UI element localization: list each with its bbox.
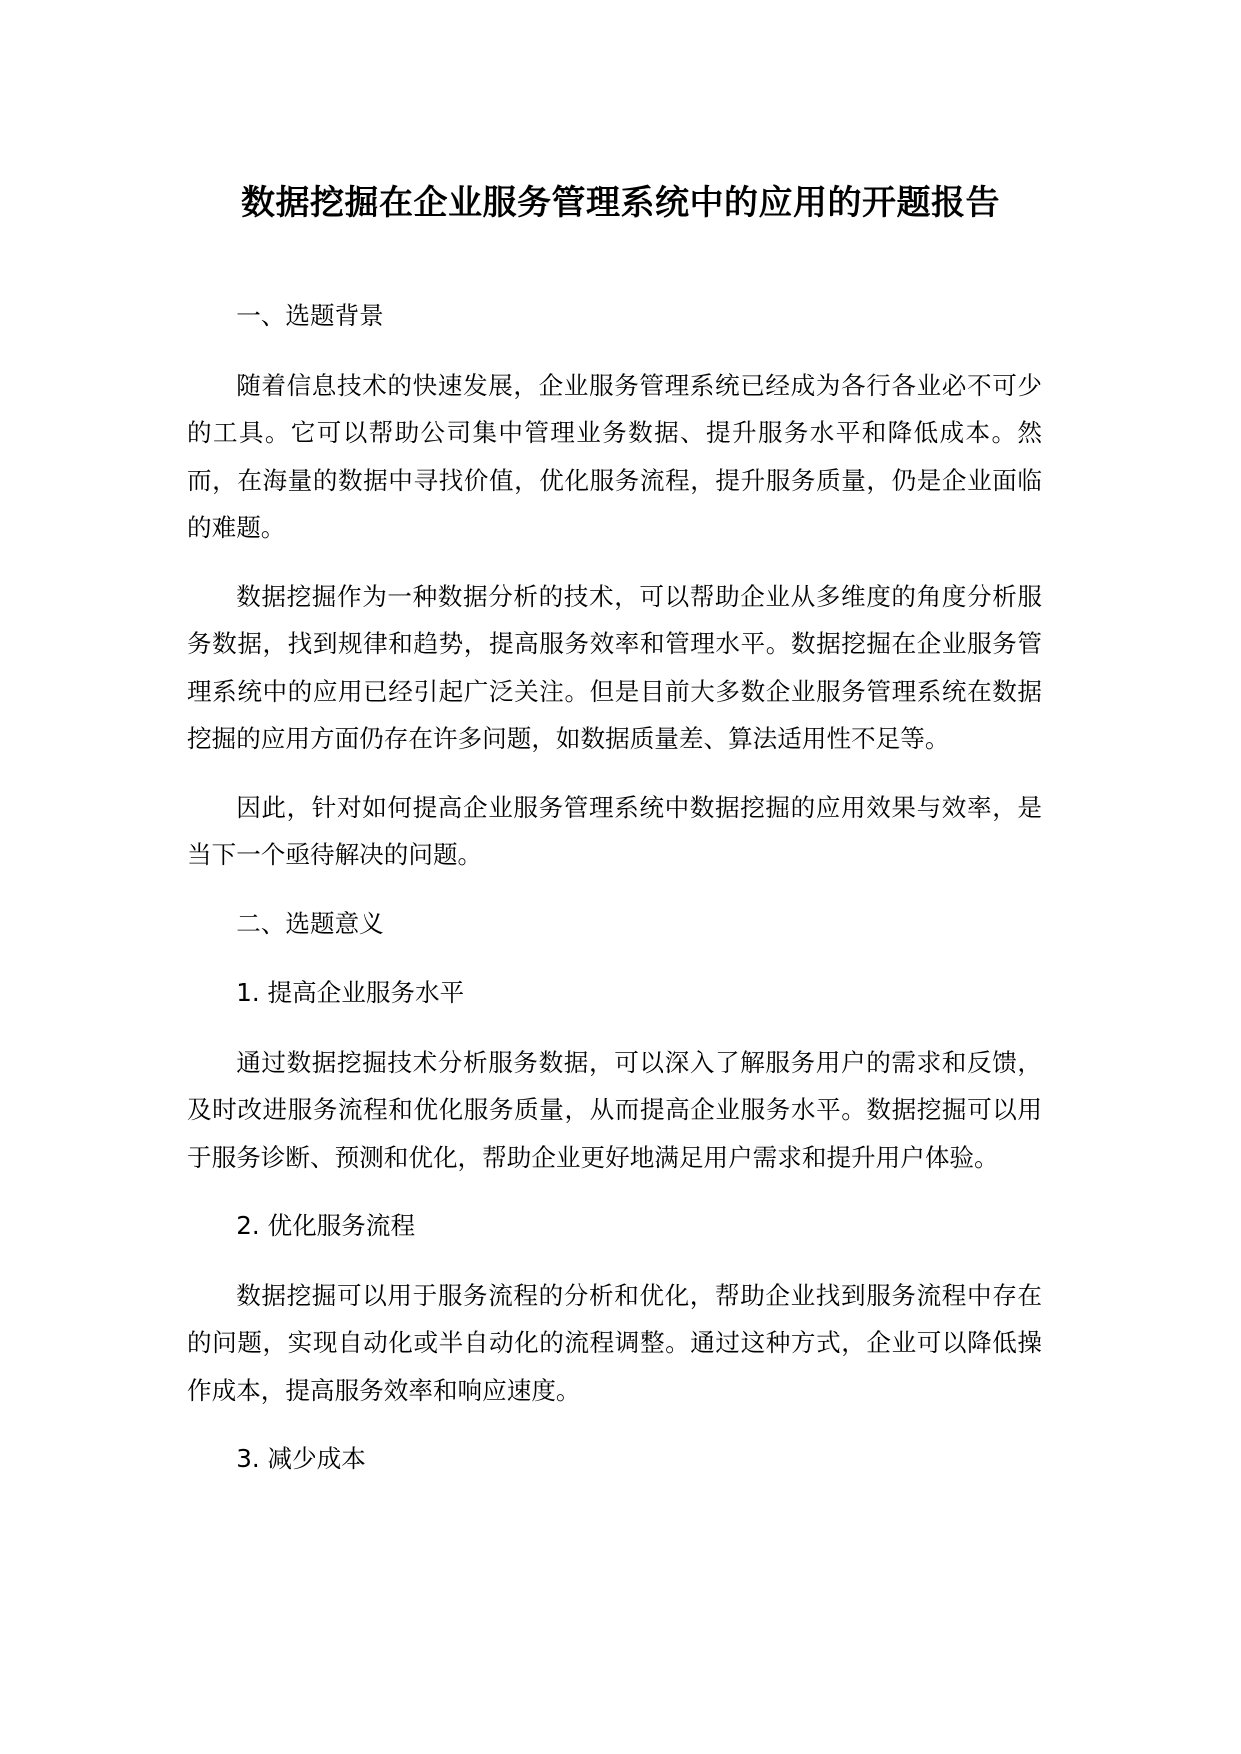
subheading-optimize-process: 2. 优化服务流程 xyxy=(236,1211,416,1240)
paragraph-background-1: 随着信息技术的快速发展，企业服务管理系统已经成为各行各业必不可少的工具。它可以帮助公司集中管理业务数据、提升服务水平和降低成本。然而，在海量的数据中寻找价值，优化服务流程，提升服务质量，仍是企业面临的难题。 xyxy=(187,370,1042,542)
document-body xyxy=(187,292,1042,1505)
subheading-improve-service: 1. 提高企业服务水平 xyxy=(236,978,465,1007)
paragraph-background-3: 因此，针对如何提高企业服务管理系统中数据挖掘的应用效果与效率，是当下一个亟待解决的问题。 xyxy=(187,792,1042,869)
section-heading-background: 一、选题背景 xyxy=(236,301,384,330)
section-heading-significance: 二、选题意义 xyxy=(236,908,384,938)
document-title: 数据挖掘在企业服务管理系统中的应用的开题报告 xyxy=(241,183,1000,223)
paragraph-background-2: 数据挖掘作为一种数据分析的技术，可以帮助企业从多维度的角度分析服务数据，找到规律和趋势，提高服务效率和管理水平。数据挖掘在企业服务管理系统中的应用已经引起广泛关注。但是目前大多数企业服务管理系统在数据挖掘的应用方面仍存在许多问题，如数据质量差、算法适用性不足等。 xyxy=(187,581,1042,753)
paragraph-improve-service: 通过数据挖掘技术分析服务数据，可以深入了解服务用户的需求和反馈，及时改进服务流程和优化服务质量，从而提高企业服务水平。数据挖掘可以用于服务诊断、预测和优化，帮助企业更好地满足用户需求和提升用户体验。 xyxy=(187,1047,1042,1172)
paragraph-optimize-process: 数据挖掘可以用于服务流程的分析和优化，帮助企业找到服务流程中存在的问题，实现自动化或半自动化的流程调整。通过这种方式，企业可以降低操作成本，提高服务效率和响应速度。 xyxy=(187,1280,1042,1405)
subheading-reduce-cost: 3. 减少成本 xyxy=(236,1444,366,1473)
